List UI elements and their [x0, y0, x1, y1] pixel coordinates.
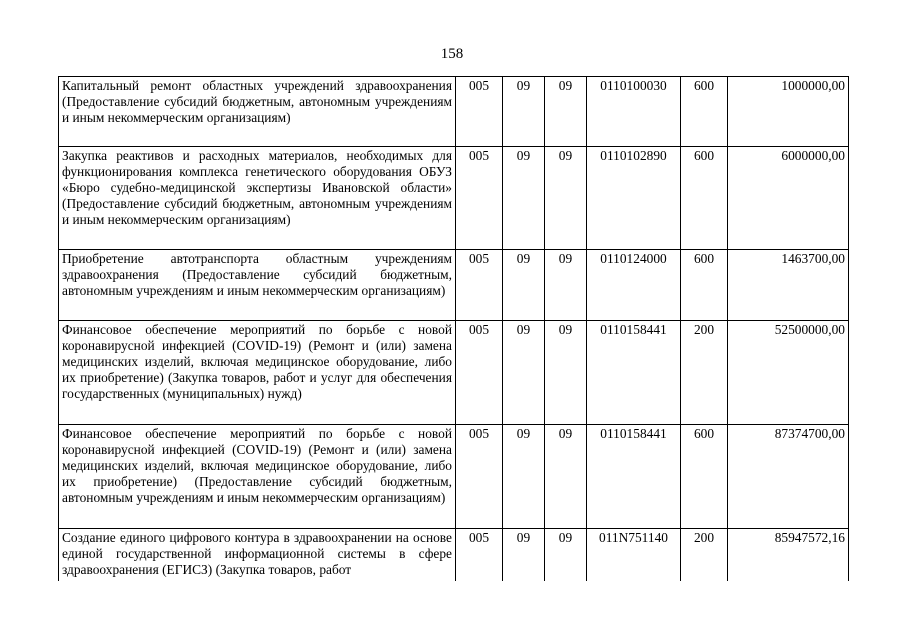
expense-type-code: 600 — [681, 77, 728, 147]
target-article-code: 011N751140 — [587, 529, 681, 581]
ministry-code: 005 — [456, 147, 503, 250]
ministry-code: 005 — [456, 321, 503, 425]
expense-type-code: 600 — [681, 147, 728, 250]
subsection-code: 09 — [545, 321, 587, 425]
row-description: Закупка реактивов и расходных материалов, необходимых для функционирования комплекса генетического оборудования ОБУЗ «Бюро судебно-медицинской экспертизы Ивановской области» (Предоставление субсидий бюджетным, автономным учреждениям и иным некоммерческим организациям) — [59, 147, 456, 250]
table-row — [59, 147, 849, 250]
target-article-code: 0110124000 — [587, 250, 681, 321]
ministry-code: 005 — [456, 77, 503, 147]
expense-type-code: 200 — [681, 321, 728, 425]
expense-type-code: 600 — [681, 250, 728, 321]
table-row — [59, 425, 849, 529]
row-description: Финансовое обеспечение мероприятий по борьбе с новой коронавирусной инфекцией (COVID-19) (Ремонт и (или) замена медицинских изделий, включая медицинское оборудование, либо их приобретение) (Предоставление субсидий бюджетным, автономным учреждениям и иным некоммерческим организациям) — [59, 425, 456, 529]
amount: 85947572,16 — [728, 529, 849, 581]
subsection-code: 09 — [545, 250, 587, 321]
amount: 6000000,00 — [728, 147, 849, 250]
amount: 52500000,00 — [728, 321, 849, 425]
amount: 87374700,00 — [728, 425, 849, 529]
target-article-code: 0110100030 — [587, 77, 681, 147]
subsection-code: 09 — [545, 425, 587, 529]
expense-type-code: 200 — [681, 529, 728, 581]
table-row — [59, 321, 849, 425]
subsection-code: 09 — [545, 529, 587, 581]
expense-type-code: 600 — [681, 425, 728, 529]
subsection-code: 09 — [545, 147, 587, 250]
section-code: 09 — [503, 147, 545, 250]
table-row — [59, 529, 849, 581]
section-code: 09 — [503, 529, 545, 581]
section-code: 09 — [503, 77, 545, 147]
target-article-code: 0110158441 — [587, 321, 681, 425]
amount: 1463700,00 — [728, 250, 849, 321]
target-article-code: 0110158441 — [587, 425, 681, 529]
section-code: 09 — [503, 250, 545, 321]
row-description: Капитальный ремонт областных учреждений здравоохранения (Предоставление субсидий бюджетным, автономным учреждениям и иным некоммерческим организациям) — [59, 77, 456, 147]
ministry-code: 005 — [456, 425, 503, 529]
table-row — [59, 250, 849, 321]
row-description: Приобретение автотранспорта областным учреждениям здравоохранения (Предоставление субсидий бюджетным, автономным учреждениям и иным некоммерческим организациям) — [59, 250, 456, 321]
table-row — [59, 77, 849, 147]
subsection-code: 09 — [545, 77, 587, 147]
target-article-code: 0110102890 — [587, 147, 681, 250]
page-number: 158 — [440, 46, 464, 62]
ministry-code: 005 — [456, 529, 503, 581]
section-code: 09 — [503, 321, 545, 425]
amount: 1000000,00 — [728, 77, 849, 147]
ministry-code: 005 — [456, 250, 503, 321]
section-code: 09 — [503, 425, 545, 529]
row-description: Создание единого цифрового контура в здравоохранении на основе единой государственной информационной системы в сфере здравоохранения (ЕГИСЗ) (Закупка товаров, работ — [59, 529, 456, 581]
row-description: Финансовое обеспечение мероприятий по борьбе с новой коронавирусной инфекцией (COVID-19) (Ремонт и (или) замена медицинских изделий, включая медицинское оборудование, либо их приобретение) (Закупка товаров, работ и услуг для обеспечения государственных (муниципальных) нужд) — [59, 321, 456, 425]
budget-table — [58, 76, 849, 581]
